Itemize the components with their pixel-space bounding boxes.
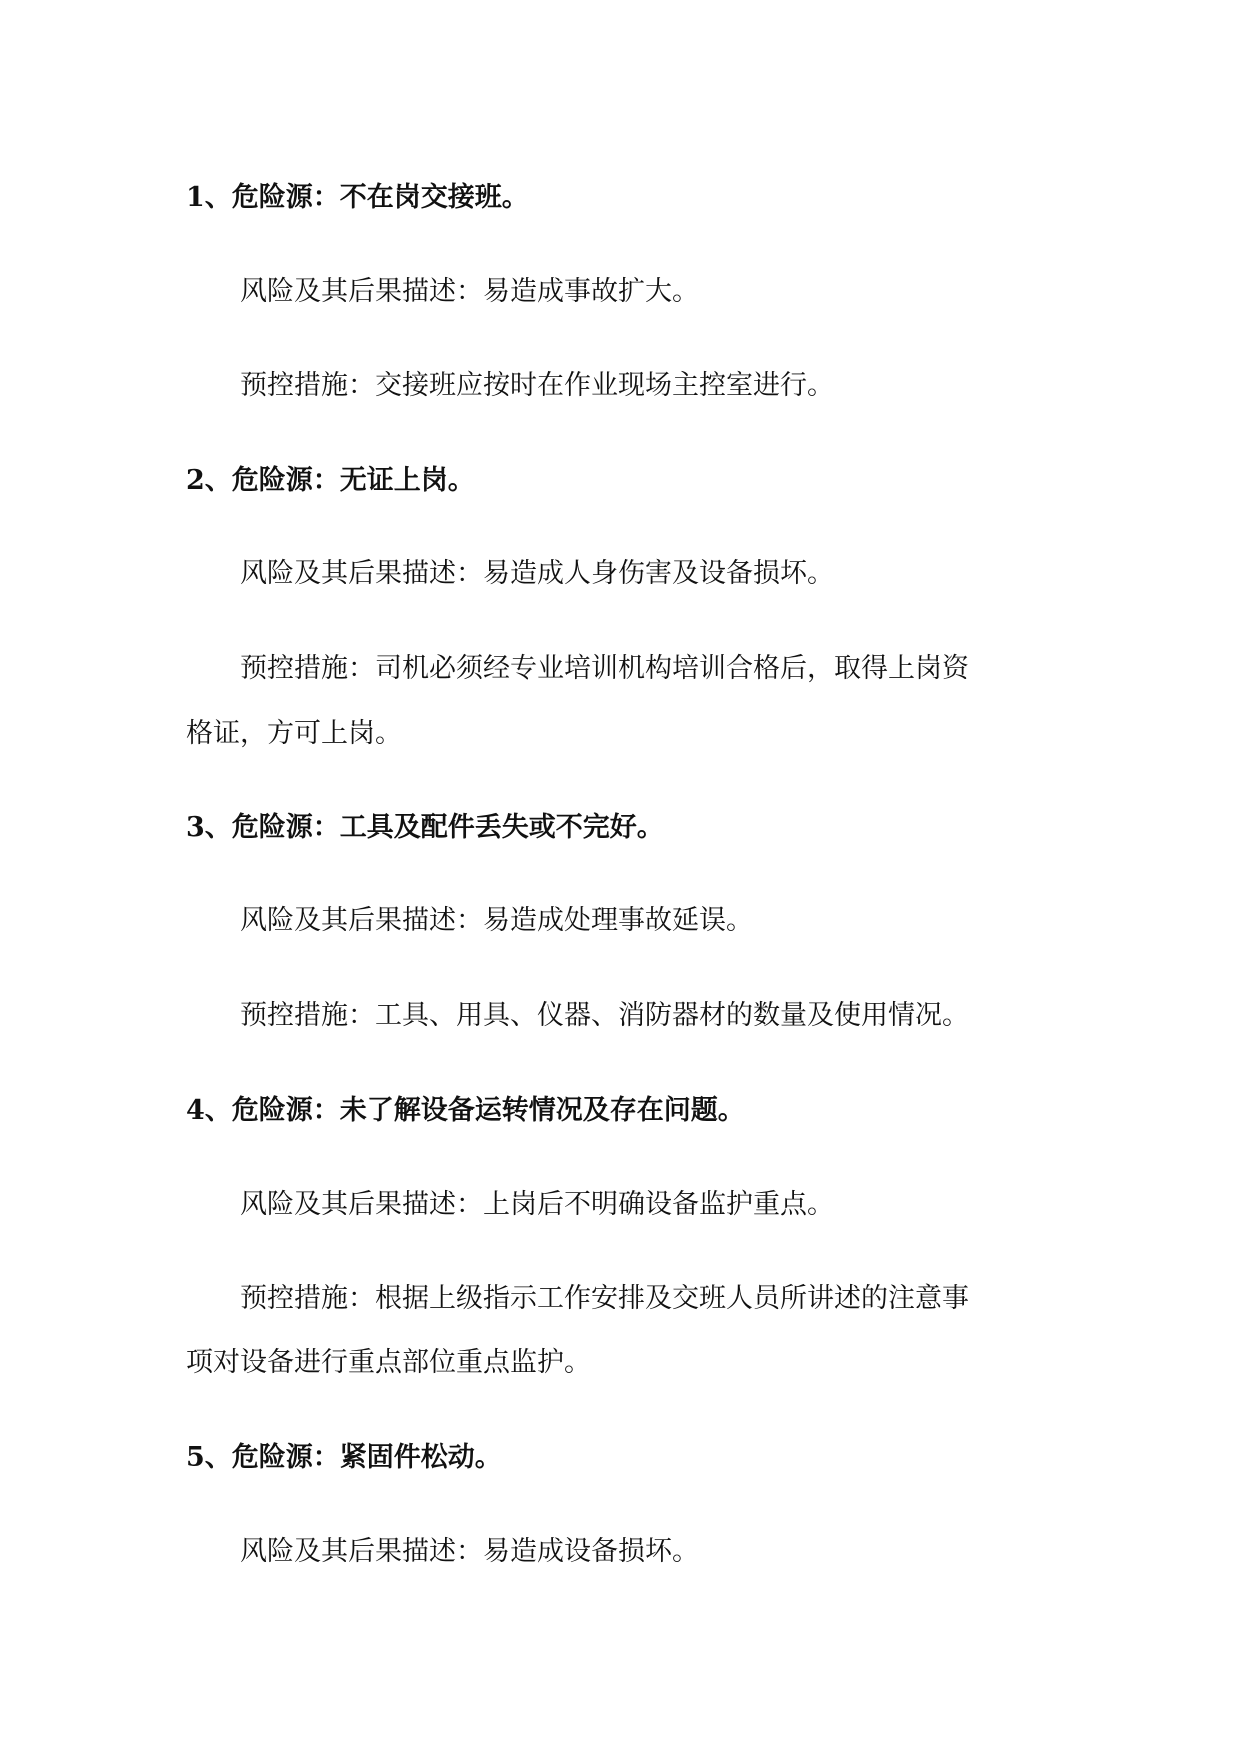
- risk-description-3: 风险及其后果描述：易造成处理事故延误。: [240, 905, 753, 936]
- hazard-heading-1: 1、危险源：不在岗交接班。: [186, 182, 529, 213]
- control-measure-4-continued: 项对设备进行重点部位重点监护。: [186, 1347, 591, 1378]
- hazard-heading-5: 5、危险源：紧固件松动。: [186, 1442, 502, 1473]
- control-measure-4: 预控措施：根据上级指示工作安排及交班人员所讲述的注意事: [240, 1283, 969, 1314]
- hazard-heading-4: 4、危险源：未了解设备运转情况及存在问题。: [186, 1095, 745, 1126]
- control-measure-2: 预控措施：司机必须经专业培训机构培训合格后，取得上岗资: [240, 653, 969, 684]
- hazard-heading-2: 2、危险源：无证上岗。: [186, 465, 475, 496]
- control-measure-2-continued: 格证，方可上岗。: [186, 718, 402, 749]
- control-measure-1: 预控措施：交接班应按时在作业现场主控室进行。: [240, 370, 834, 401]
- hazard-heading-3: 3、危险源：工具及配件丢失或不完好。: [186, 812, 664, 843]
- risk-description-2: 风险及其后果描述：易造成人身伤害及设备损坏。: [240, 558, 834, 589]
- control-measure-3: 预控措施：工具、用具、仪器、消防器材的数量及使用情况。: [240, 1000, 969, 1031]
- risk-description-1: 风险及其后果描述：易造成事故扩大。: [240, 276, 699, 307]
- risk-description-4: 风险及其后果描述：上岗后不明确设备监护重点。: [240, 1189, 834, 1220]
- risk-description-5: 风险及其后果描述：易造成设备损坏。: [240, 1536, 699, 1567]
